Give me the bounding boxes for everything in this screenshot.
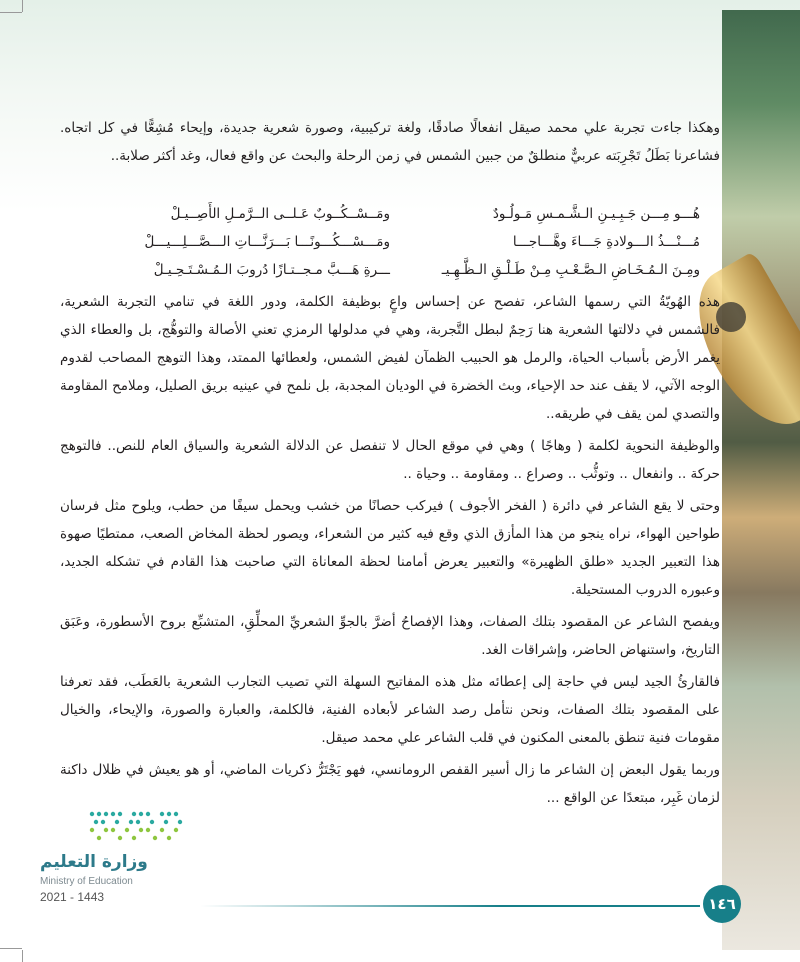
ministry-logo-dots-icon (88, 808, 188, 842)
paragraph: وهكذا جاءت تجربة علي محمد صيقل انفعالًا صادقًا، ولغة تركيبية، وصورة شعرية جديدة، وإيحاء مُشِعًّا في كل اتجاه. فشاعرنا بَطَلُ تَجْرِبَته عربيٌّ منطلقٌ من جبين الشمس في زمن الرحلة والبحث عن واقع فعال، وغد أكثر صلابة.. (60, 120, 720, 164)
ministry-logo (40, 808, 190, 928)
paragraph: ويفصح الشاعر عن المقصود بتلك الصفات، وهذا الإفصاحُ أضرَّ بالجوِّ الشعريِّ المحلِّقِ، المتشبِّع بروح الأسطورة، وعَبَق التاريخ، واستنهاض الحاضر، وإشراقات الغد. (60, 614, 720, 658)
ministry-name-english: Ministry of Education (40, 876, 133, 887)
poem-hemistich-left: ومَـــسْـــكُـــونًـــا بَـــرَنَّـــاتِ الـــصَّـــلِـــيـــلْ (144, 234, 390, 250)
poem-hemistich-right: مُـــنْـــذُ الـــولادةِ جَـــاءَ وهَّـــاجـــا (512, 234, 700, 250)
crop-mark (22, 950, 23, 962)
edition-year: 2021 - 1443 (40, 890, 105, 904)
poem-hemistich-left: ـــرةِ هَـــبَّ مـجــتـازًا دُروبَ الـمُـسْـتَـحِـيـلْ (153, 262, 390, 278)
paragraph: هذه الهُويّةُ التي رسمها الشاعر، تفصح عن إحساس واعٍ بوظيفة الكلمة، ودور اللغة في تنامي التجربة الشعرية، فالشمس في دلالتها الشعرية هنا رَحِمٌ لبطل التَّجربة، وهي في مدلولها الرمزي تعني الأصالة والتوهُّج، بل والعطاء الذي يغمر الأرض بأسباب الحياة، والرمل هو الحبيب الظمآن لفيض الشمس، ولعطائها الممتد، وهذا التوهج المصاحب لقدوم الوجه الآتي، لا يقف عند حد الإحياء، وبث الخضرة في الوديان المجدبة، بل نلمح في عينيه بريق الصليل، وملامح المقاومة والتصدي لمن يقف في طريقه.. (60, 294, 720, 422)
crop-mark (0, 948, 22, 949)
paragraph: وحتى لا يقع الشاعر في دائرة ( الفخر الأجوف ) فيركب حصانًا من خشب ويحمل سيفًا من حطب، ويلوح مثل فرسان طواحين الهواء، نراه ينجو من هذا المأزق الذي وقع فيه كثير من الشعراء، ويصور لحظة المخاض الصعب، ممتطيًا صهوة هذا التعبير الجديد «طلق الظهيرة» والتعبير يعرض أمامنا لحظة المعاناة التي صاحبت هذا القادم في تشكله الجديد، وعبوره الدروب المستحيلة. (60, 498, 720, 598)
body-text (60, 288, 720, 812)
poem-line (130, 256, 700, 284)
paragraph: والوظيفة النحوية لكلمة ( وهاجًا ) وهي في موقع الحال لا تنفصل عن الدلالة الشعرية والسياق العام للنص.. فالتوهج حركة .. وانفعال .. وتوثُّب .. وصراع .. ومقاومة .. وحياة .. (60, 438, 720, 482)
intro-paragraph (60, 114, 720, 170)
ministry-name-arabic: وزارة التعليم (40, 852, 148, 872)
poem-line (130, 200, 700, 228)
footer-rule (200, 905, 700, 907)
pen-nib-shadow (716, 302, 746, 332)
poem-line (130, 228, 700, 256)
page-number-badge: ١٤٦ (703, 885, 741, 923)
crop-mark (22, 0, 23, 12)
poem-hemistich-right: هُـــو مِـــن جَـبِـيـنِ الـشَّـمـسِ مَـولُـودٌ (492, 206, 700, 222)
paragraph: فالقارئُ الجيد ليس في حاجة إلى إعطائه مثل هذه المفاتيح السهلة التي تصيب التجارب الشعرية بالعَطَب، فقد تعرفنا على المقصود بتلك الصفات، ونحن نتأمل رصد الشاعر لأبعاده الفنية، فالكلمة، والعبارة والصورة، والإيحاء، والخيال مقومات فنية تنطق بالمعنى المكنون في قلب الشاعر علي محمد صيقل. (60, 674, 720, 746)
poem-hemistich-right: ومِـنَ الـمُـخَـاضِ الـصَّـعْـبِ مِـنْ طَـلْـقِ الـظَّـهِـيـ (441, 262, 700, 278)
poem-verses (130, 200, 700, 284)
decorative-photo-strip (722, 10, 800, 950)
paragraph: وربما يقول البعض إن الشاعر ما زال أسير القفص الرومانسي، فهو يَجْتَرُّ ذكريات الماضي، أو هو يعيش في ظلال داكنة لزمان غَبِر، مبتعدًا عن الواقع ... (60, 762, 720, 806)
poem-hemistich-left: ومَــسْــكُــوبٌ عَـلــى الــرَّمـلِ الأَصِــيـلْ (170, 206, 390, 222)
crop-mark (0, 12, 22, 13)
